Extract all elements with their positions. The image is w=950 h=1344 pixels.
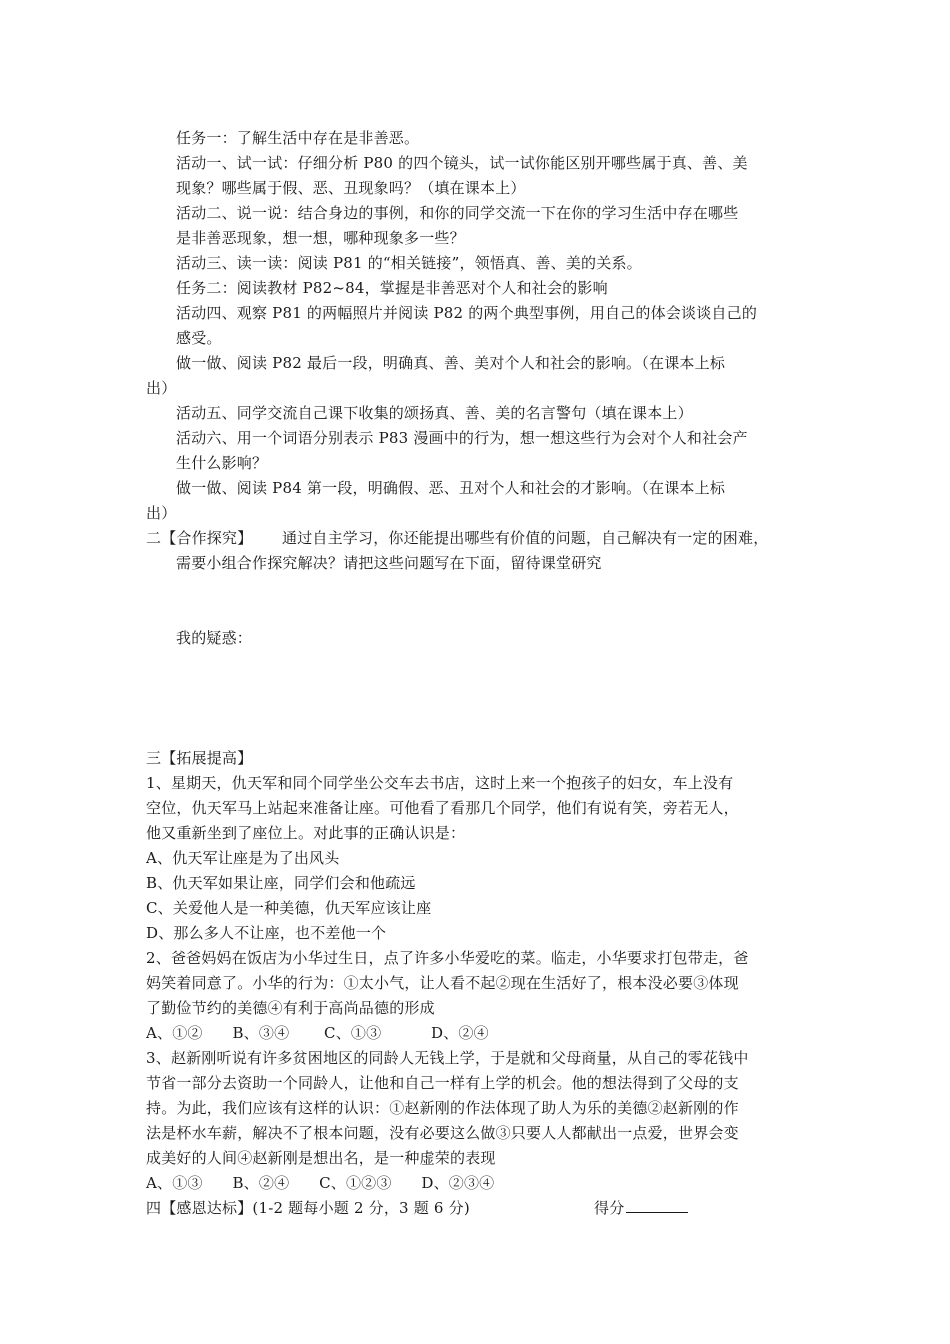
question-3-line-4: 法是杯水车薪，解决不了根本问题，没有必要这么做③只要人人都献出一点爱，世界会变 xyxy=(146,1124,739,1142)
activity-4-line-2: 感受。 xyxy=(176,329,222,347)
question-1-option-b: B、仇天军如果让座，同学们会和他疏远 xyxy=(146,874,416,892)
question-2-line-3: 了勤俭节约的美德④有利于高尚品德的形成 xyxy=(146,999,435,1017)
activity-6-line-2: 生什么影响？ xyxy=(176,454,268,472)
do-it-2-line-1: 做一做、阅读 P84 第一段，明确假、恶、丑对个人和社会的才影响。（在课本上标 xyxy=(176,479,726,497)
question-1-line-2: 空位，仇天军马上站起来准备让座。可他看了看那几个同学，他们有说有笑，旁若无人， xyxy=(146,799,739,817)
task-1: 任务一：了解生活中存在是非善恶。 xyxy=(176,129,420,147)
question-3-line-3: 持。为此，我们应该有这样的认识：①赵新刚的作法体现了助人为乐的美德②赵新刚的作 xyxy=(146,1099,739,1117)
question-3-line-2: 节省一部分去资助一个同龄人，让他和自己一样有上学的机会。他的想法得到了父母的支 xyxy=(146,1074,739,1092)
activity-3: 活动三、读一读：阅读 P81 的“相关链接”，领悟真、善、美的关系。 xyxy=(176,254,642,272)
score-blank[interactable] xyxy=(626,1198,688,1213)
question-3-line-1: 3、赵新刚听说有许多贫困地区的同龄人无钱上学，于是就和父母商量，从自己的零花钱中 xyxy=(146,1049,749,1067)
do-it-2-line-2: 出） xyxy=(146,504,177,522)
activity-6-line-1: 活动六、用一个词语分别表示 P83 漫画中的行为，想一想这些行为会对个人和社会产 xyxy=(176,429,748,447)
question-1-option-d: D、那么多人不让座，也不差他一个 xyxy=(146,924,387,942)
score-field xyxy=(594,1198,688,1218)
question-2-options: A、①② B、③④ C、①③ D、②④ xyxy=(146,1024,489,1042)
activity-2-line-2: 是非善恶现象，想一想，哪种现象多一些？ xyxy=(176,229,465,247)
section-2-heading: 二【合作探究】 xyxy=(146,529,253,547)
do-it-1-line-1: 做一做、阅读 P82 最后一段，明确真、善、美对个人和社会的影响。（在课本上标 xyxy=(176,354,726,372)
question-1-option-c: C、关爱他人是一种美德，仇天军应该让座 xyxy=(146,899,432,917)
question-3-options: A、①③ B、②④ C、①②③ D、②③④ xyxy=(146,1174,495,1192)
question-1-line-1: 1、星期天，仇天军和同个同学坐公交车去书店，这时上来一个抱孩子的妇女，车上没有 xyxy=(146,774,734,792)
question-1-option-a: A、仇天军让座是为了出风头 xyxy=(146,849,340,867)
question-2-line-1: 2、爸爸妈妈在饭店为小华过生日，点了许多小华爱吃的菜。临走，小华要求打包带走，爸 xyxy=(146,949,749,967)
section-4-heading: 四【感恩达标】(1-2 题每小题 2 分，3 题 6 分) xyxy=(146,1199,470,1217)
question-2-line-2: 妈笑着同意了。小华的行为：①太小气，让人看不起②现在生活好了，根本没必要③体现 xyxy=(146,974,739,992)
activity-5: 活动五、同学交流自己课下收集的颂扬真、善、美的名言警句（填在课本上） xyxy=(176,404,693,422)
doubt-label: 我的疑惑： xyxy=(176,629,253,647)
task-2: 任务二：阅读教材 P82~84，掌握是非善恶对个人和社会的影响 xyxy=(176,279,608,297)
score-label: 得分 xyxy=(594,1199,625,1217)
activity-4-line-1: 活动四、观察 P81 的两幅照片并阅读 P82 的两个典型事例，用自己的体会谈谈自己的 xyxy=(176,304,758,322)
do-it-1-line-2: 出） xyxy=(146,379,177,397)
question-1-line-3: 他又重新坐到了座位上。对此事的正确认识是： xyxy=(146,824,466,842)
question-3-line-5: 成美好的人间④赵新刚是想出名，是一种虚荣的表现 xyxy=(146,1149,496,1167)
section-2-text-line-2: 需要小组合作探究解决？请把这些问题写在下面，留待课堂研究 xyxy=(176,554,602,572)
activity-1-line-2: 现象？哪些属于假、恶、丑现象吗？（填在课本上） xyxy=(176,179,526,197)
activity-1-line-1: 活动一、试一试：仔细分析 P80 的四个镜头，试一试你能区别开哪些属于真、善、美 xyxy=(176,154,748,172)
activity-2-line-1: 活动二、说一说：结合身边的事例，和你的同学交流一下在你的学习生活中存在哪些 xyxy=(176,204,739,222)
section-3-heading: 三【拓展提高】 xyxy=(146,749,253,767)
section-2-text-line-1: 通过自主学习，你还能提出哪些有价值的问题，自己解决有一定的困难， xyxy=(282,529,769,547)
